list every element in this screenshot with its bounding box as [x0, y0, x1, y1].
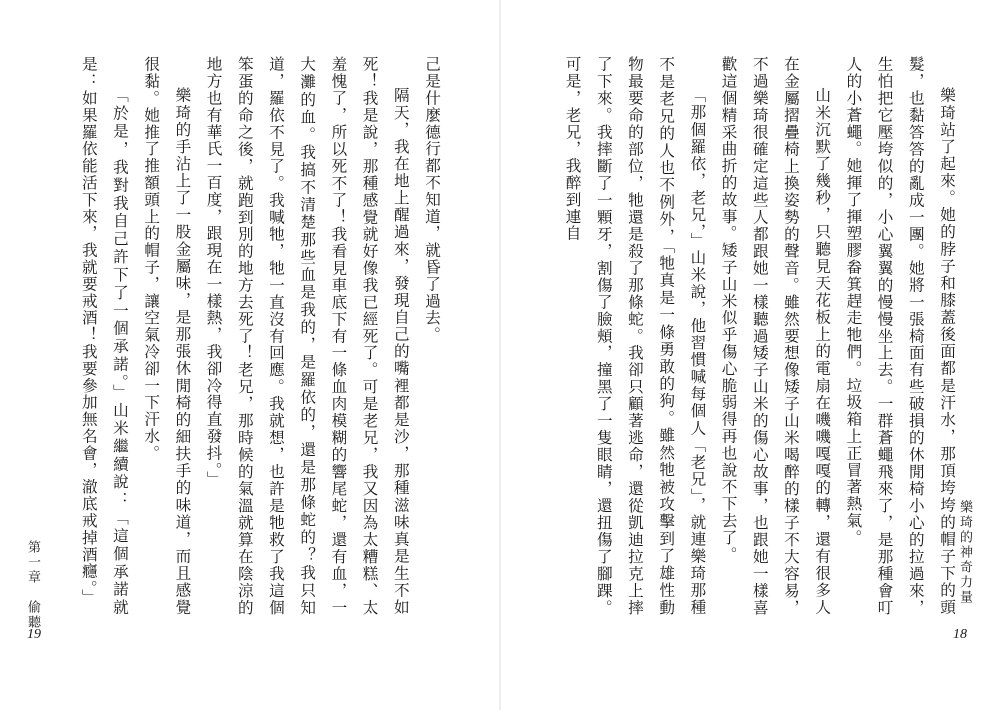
left-page-body [72, 56, 447, 616]
paragraph: 「於是，我對我自己許下了一個承諾。」山米繼續說：「這個承諾就是：如果羅依能活下來，我就要戒酒！我要參加無名會，澈底戒掉酒癮。」 [79, 56, 129, 616]
book-title-running-head: 樂琦的神奇力量 [957, 500, 972, 605]
chapter-running-head: 第一章 偷聽 [25, 540, 40, 630]
page-number: 18 [953, 627, 967, 642]
paragraph: 山米沉默了幾秒，只聽見天花板上的電扇在嘰嘰嘎嘎的轉，還有很多人在金屬摺疊椅上換姿勢的聲音。雖然要想像矮子山米喝醉的樣子不大容易，不過樂琦很確定這些人都跟她一樣聽過矮子山米的傷心故事，也跟她一樣喜歡這個精采曲折的故事。矮子山米似乎傷心脆弱得再也說不下去了。 [719, 56, 832, 616]
paragraph: 樂琦站了起來。她的脖子和膝蓋後面都是汗水，那頂垮垮的帽子下的頭髮，也黏答答的亂成一團。她將一張椅面有些破損的休閒椅小心的拉過來，生怕把它壓垮似的，小心翼翼的慢慢坐上去。一群蒼蠅飛來了，是那種會叮人的小蒼蠅。她揮了揮塑膠畚箕趕走牠們。垃圾箱上正冒著熱氣。 [844, 56, 956, 616]
right-page [500, 0, 1000, 710]
paragraph: 樂琦的手沾上了一股金屬味，是那張休閒椅的細扶手的味道，而且感覺很黏。她推了推額頭上的帽子，讓空氣冷卻一下汗水。 [142, 56, 192, 616]
paragraph: 隔天，我在地上醒過來，發現自己的嘴裡都是沙，那種滋味真是生不如死！我是說，那種感覺就好像我已經死了。可是老兄，我又因為太糟糕、太羞愧了，所以死不了！我看見車底下有一條血肉模糊的響尾蛇，還有血，一大灘的血。我搞不清楚那些血是我的，是羅依的，還是那條蛇的？我只知道，羅依不見了。我喊牠，牠一直沒有回應。我就想，也許是牠救了我這個笨蛋的命之後，就跑到別的地方去死了！老兄，那時候的氣溫就算在陰涼的地方也有華氏一百度，跟現在一樣熱，我卻冷得直發抖。」 [204, 56, 410, 616]
paragraph: 己是什麼德行都不知道，就昏了過去。 [423, 56, 441, 344]
page-number: 19 [27, 627, 41, 642]
paragraph: 「那個羅依，老兄，」山米說，他習慣喊每個人「老兄」，就連樂琦那種不是老兄的人也不例外，「牠真是一條勇敢的狗。雖然牠被攻擊到了雄性動物最要命的部位，牠還是殺了那條蛇。我卻只顧著逃命，還從凱迪拉克上摔了下來。我摔斷了一顆牙，割傷了臉頰，撞黑了一隻眼睛，還扭傷了腳踝。可是，老兄，我醉到連自 [563, 56, 707, 616]
right-page-body [563, 56, 962, 616]
